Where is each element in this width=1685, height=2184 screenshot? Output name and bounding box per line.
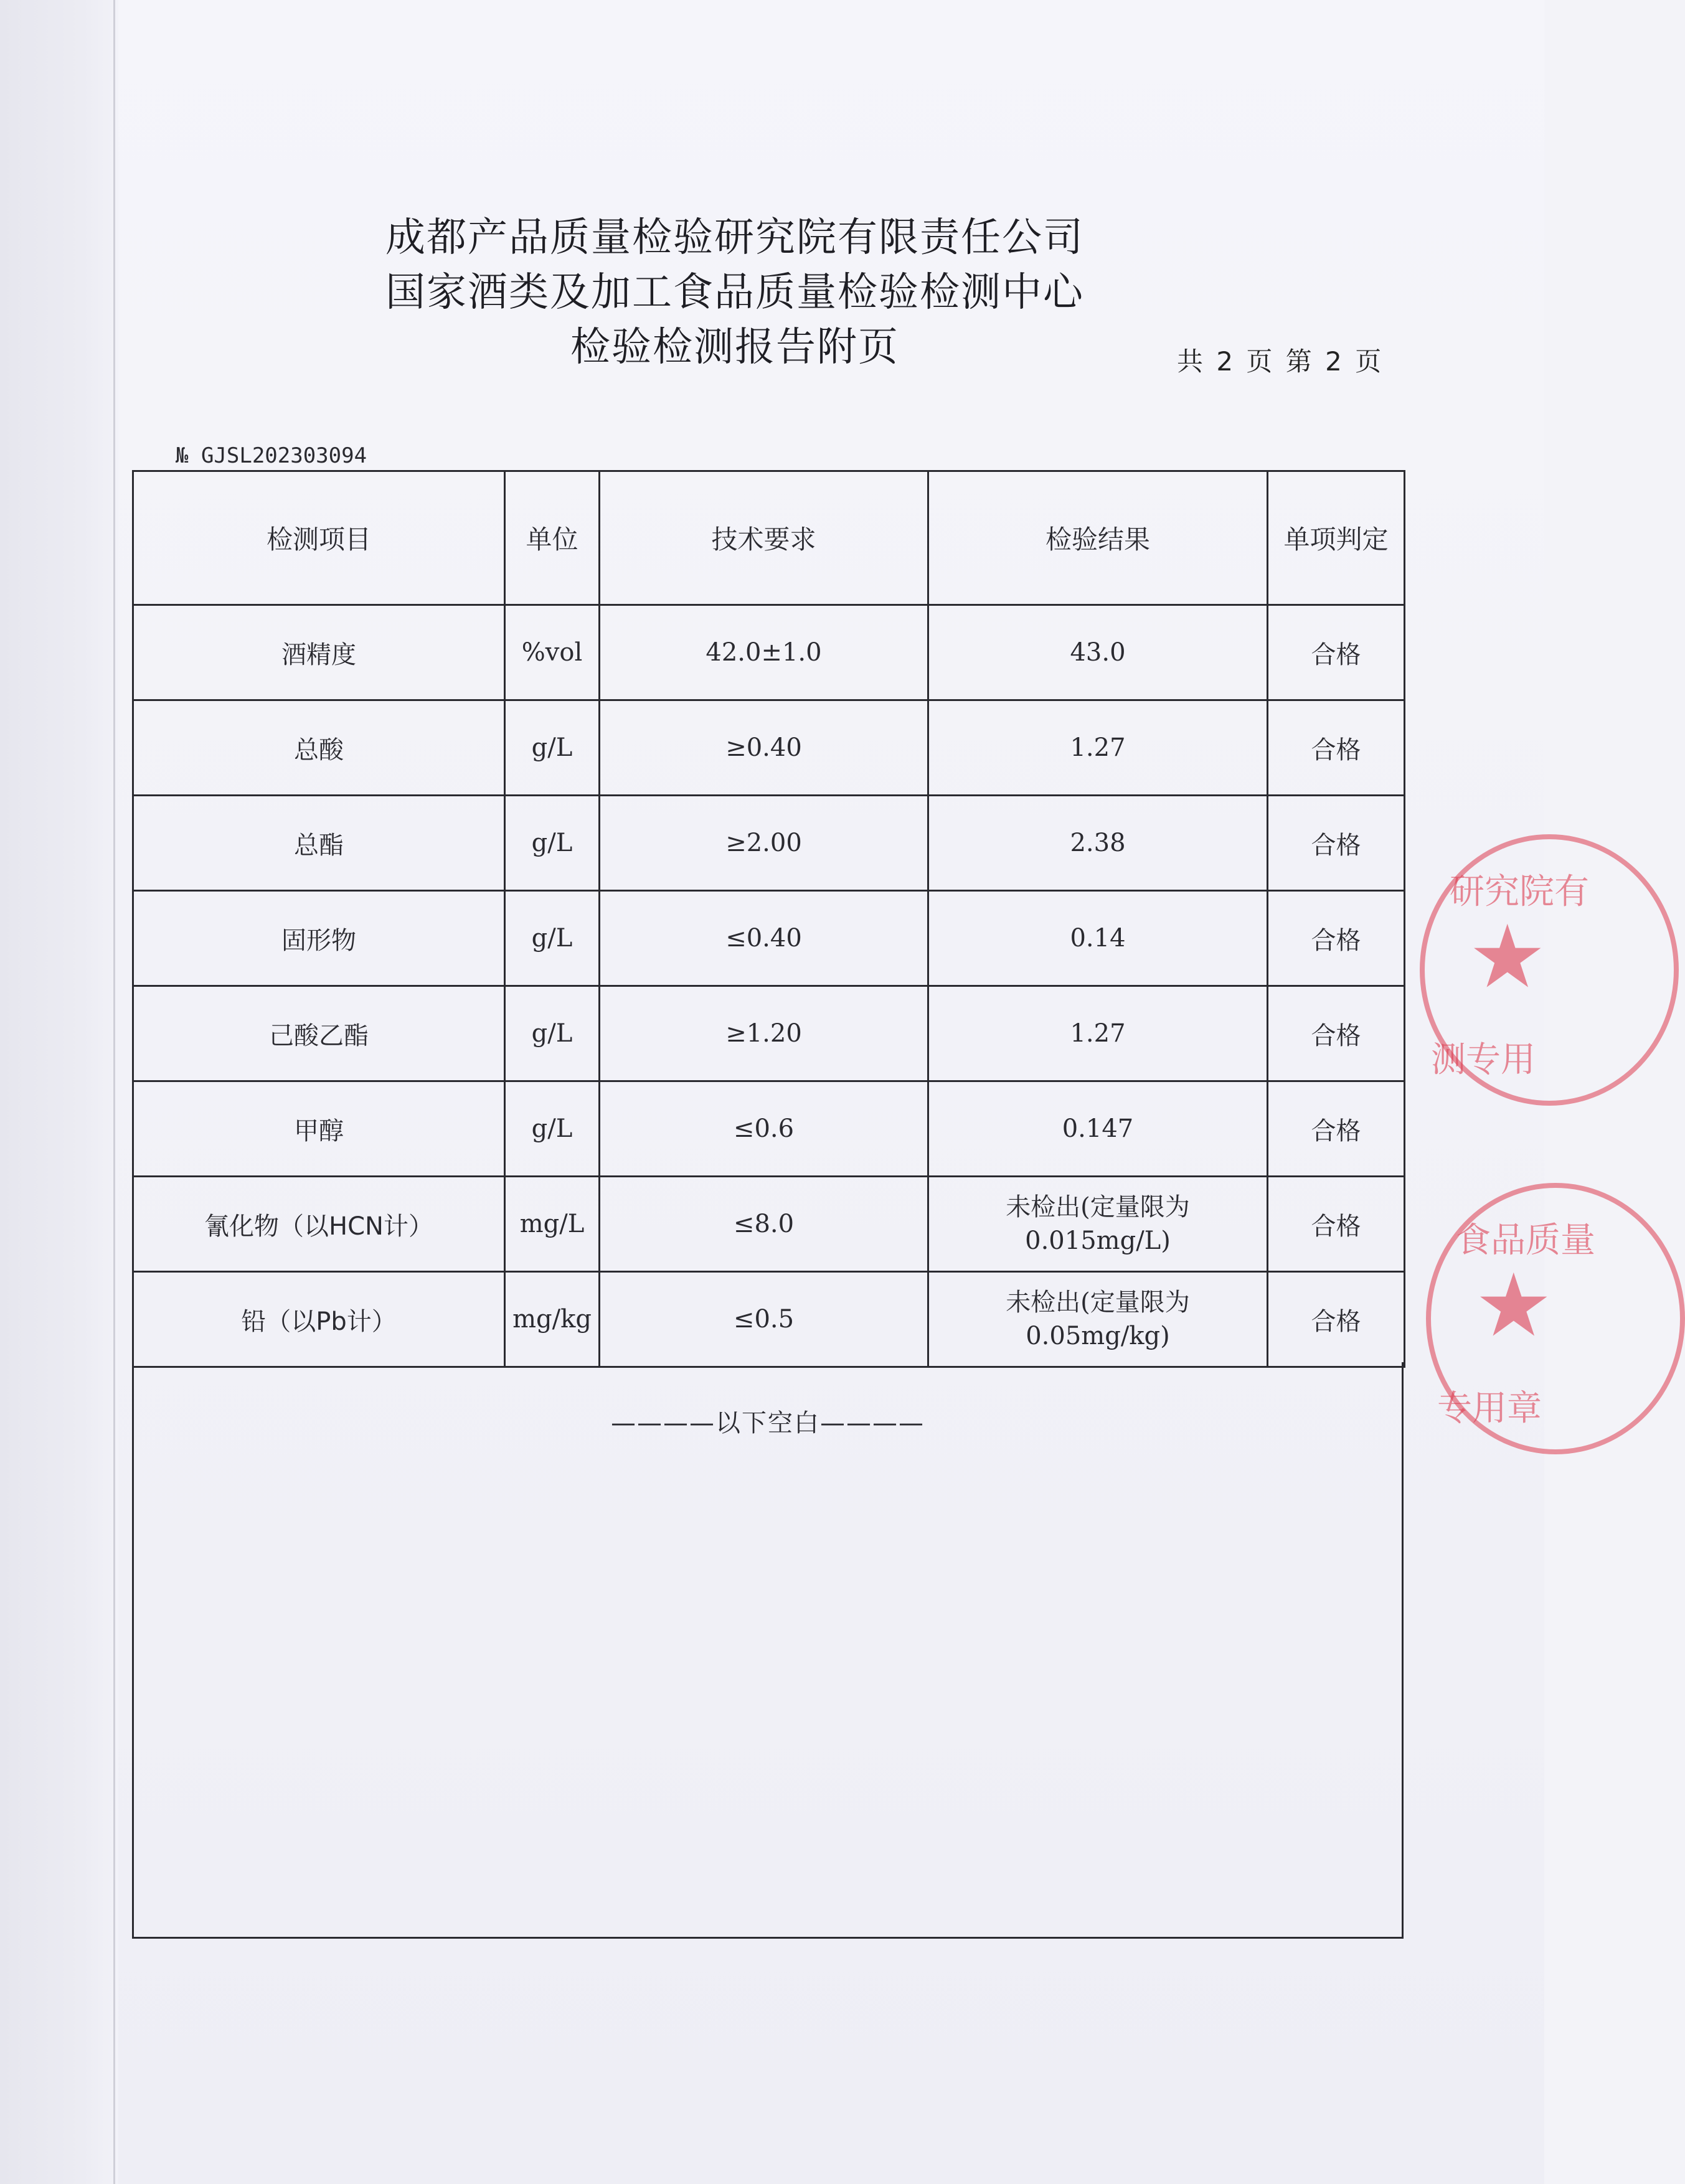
- unit-cell: g/L: [505, 986, 600, 1081]
- judgement-cell: 合格: [1268, 1177, 1405, 1272]
- official-seal: [1426, 1183, 1685, 1454]
- judgement-cell: 合格: [1268, 891, 1405, 986]
- requirement-cell: ≥0.40: [600, 700, 928, 796]
- table-header-row: [133, 471, 1405, 605]
- results-table: [132, 470, 1405, 1368]
- unit-cell: g/L: [505, 891, 600, 986]
- judgement-cell: 合格: [1268, 986, 1405, 1081]
- page-left-edge: [0, 0, 118, 2184]
- item-cell: 总酯: [133, 796, 505, 891]
- requirement-cell: ≤0.6: [600, 1081, 928, 1177]
- result-cell: 0.147: [928, 1081, 1268, 1177]
- judgement-cell: 合格: [1268, 796, 1405, 891]
- item-cell: 铅（以Pb计）: [133, 1272, 505, 1367]
- page-fold-line: [113, 0, 115, 2184]
- seal-bottom-text: 测专用: [1431, 1040, 1536, 1080]
- result-cell: 43.0: [928, 605, 1268, 700]
- judgement-cell: 合格: [1268, 700, 1405, 796]
- unit-cell: g/L: [505, 1081, 600, 1177]
- requirement-cell: ≤8.0: [600, 1177, 928, 1272]
- item-cell: 酒精度: [133, 605, 505, 700]
- blank-below-note: ————以下空白————: [611, 1409, 925, 1438]
- result-cell: 0.14: [928, 891, 1268, 986]
- unit-cell: %vol: [505, 605, 600, 700]
- table-row: [133, 605, 1405, 700]
- document-title: 检验检测报告附页: [570, 324, 899, 370]
- unit-cell: g/L: [505, 796, 600, 891]
- seal-bottom-text: 专用章: [1437, 1388, 1542, 1429]
- column-header: 技术要求: [600, 471, 928, 605]
- column-header: 单位: [505, 471, 600, 605]
- requirement-cell: ≤0.5: [600, 1272, 928, 1367]
- item-cell: 己酸乙酯: [133, 986, 505, 1081]
- unit-cell: mg/L: [505, 1177, 600, 1272]
- judgement-cell: 合格: [1268, 605, 1405, 700]
- result-cell: 未检出(定量限为 0.015mg/L): [928, 1177, 1268, 1272]
- column-header: 单项判定: [1268, 471, 1405, 605]
- institute-name: 成都产品质量检验研究院有限责任公司: [385, 215, 1084, 261]
- item-cell: 固形物: [133, 891, 505, 986]
- page-count: 共 2 页 第 2 页: [1177, 346, 1384, 377]
- seal-top-text: 食品质量: [1456, 1220, 1595, 1261]
- judgement-cell: 合格: [1268, 1272, 1405, 1367]
- result-cell: 未检出(定量限为 0.05mg/kg): [928, 1272, 1268, 1367]
- official-seal: [1420, 834, 1679, 1106]
- table-row: [133, 1177, 1405, 1272]
- report-number: № GJSL202303094: [176, 443, 367, 468]
- table-row: [133, 796, 1405, 891]
- star-icon: ★: [1475, 1255, 1553, 1357]
- item-cell: 总酸: [133, 700, 505, 796]
- table-row: [133, 891, 1405, 986]
- item-cell: 氰化物（以HCN计）: [133, 1177, 505, 1272]
- column-header: 检验结果: [928, 471, 1268, 605]
- table-row: [133, 700, 1405, 796]
- blank-area: [132, 1362, 1404, 1939]
- unit-cell: g/L: [505, 700, 600, 796]
- requirement-cell: ≥2.00: [600, 796, 928, 891]
- table-row: [133, 1081, 1405, 1177]
- star-icon: ★: [1468, 906, 1547, 1008]
- table-row: [133, 986, 1405, 1081]
- result-cell: 1.27: [928, 986, 1268, 1081]
- result-cell: 1.27: [928, 700, 1268, 796]
- table-row: [133, 1272, 1405, 1367]
- requirement-cell: ≥1.20: [600, 986, 928, 1081]
- column-header: 检测项目: [133, 471, 505, 605]
- judgement-cell: 合格: [1268, 1081, 1405, 1177]
- result-cell: 2.38: [928, 796, 1268, 891]
- item-cell: 甲醇: [133, 1081, 505, 1177]
- center-name: 国家酒类及加工食品质量检验检测中心: [385, 270, 1084, 316]
- unit-cell: mg/kg: [505, 1272, 600, 1367]
- requirement-cell: 42.0±1.0: [600, 605, 928, 700]
- requirement-cell: ≤0.40: [600, 891, 928, 986]
- seal-top-text: 研究院有: [1450, 872, 1589, 912]
